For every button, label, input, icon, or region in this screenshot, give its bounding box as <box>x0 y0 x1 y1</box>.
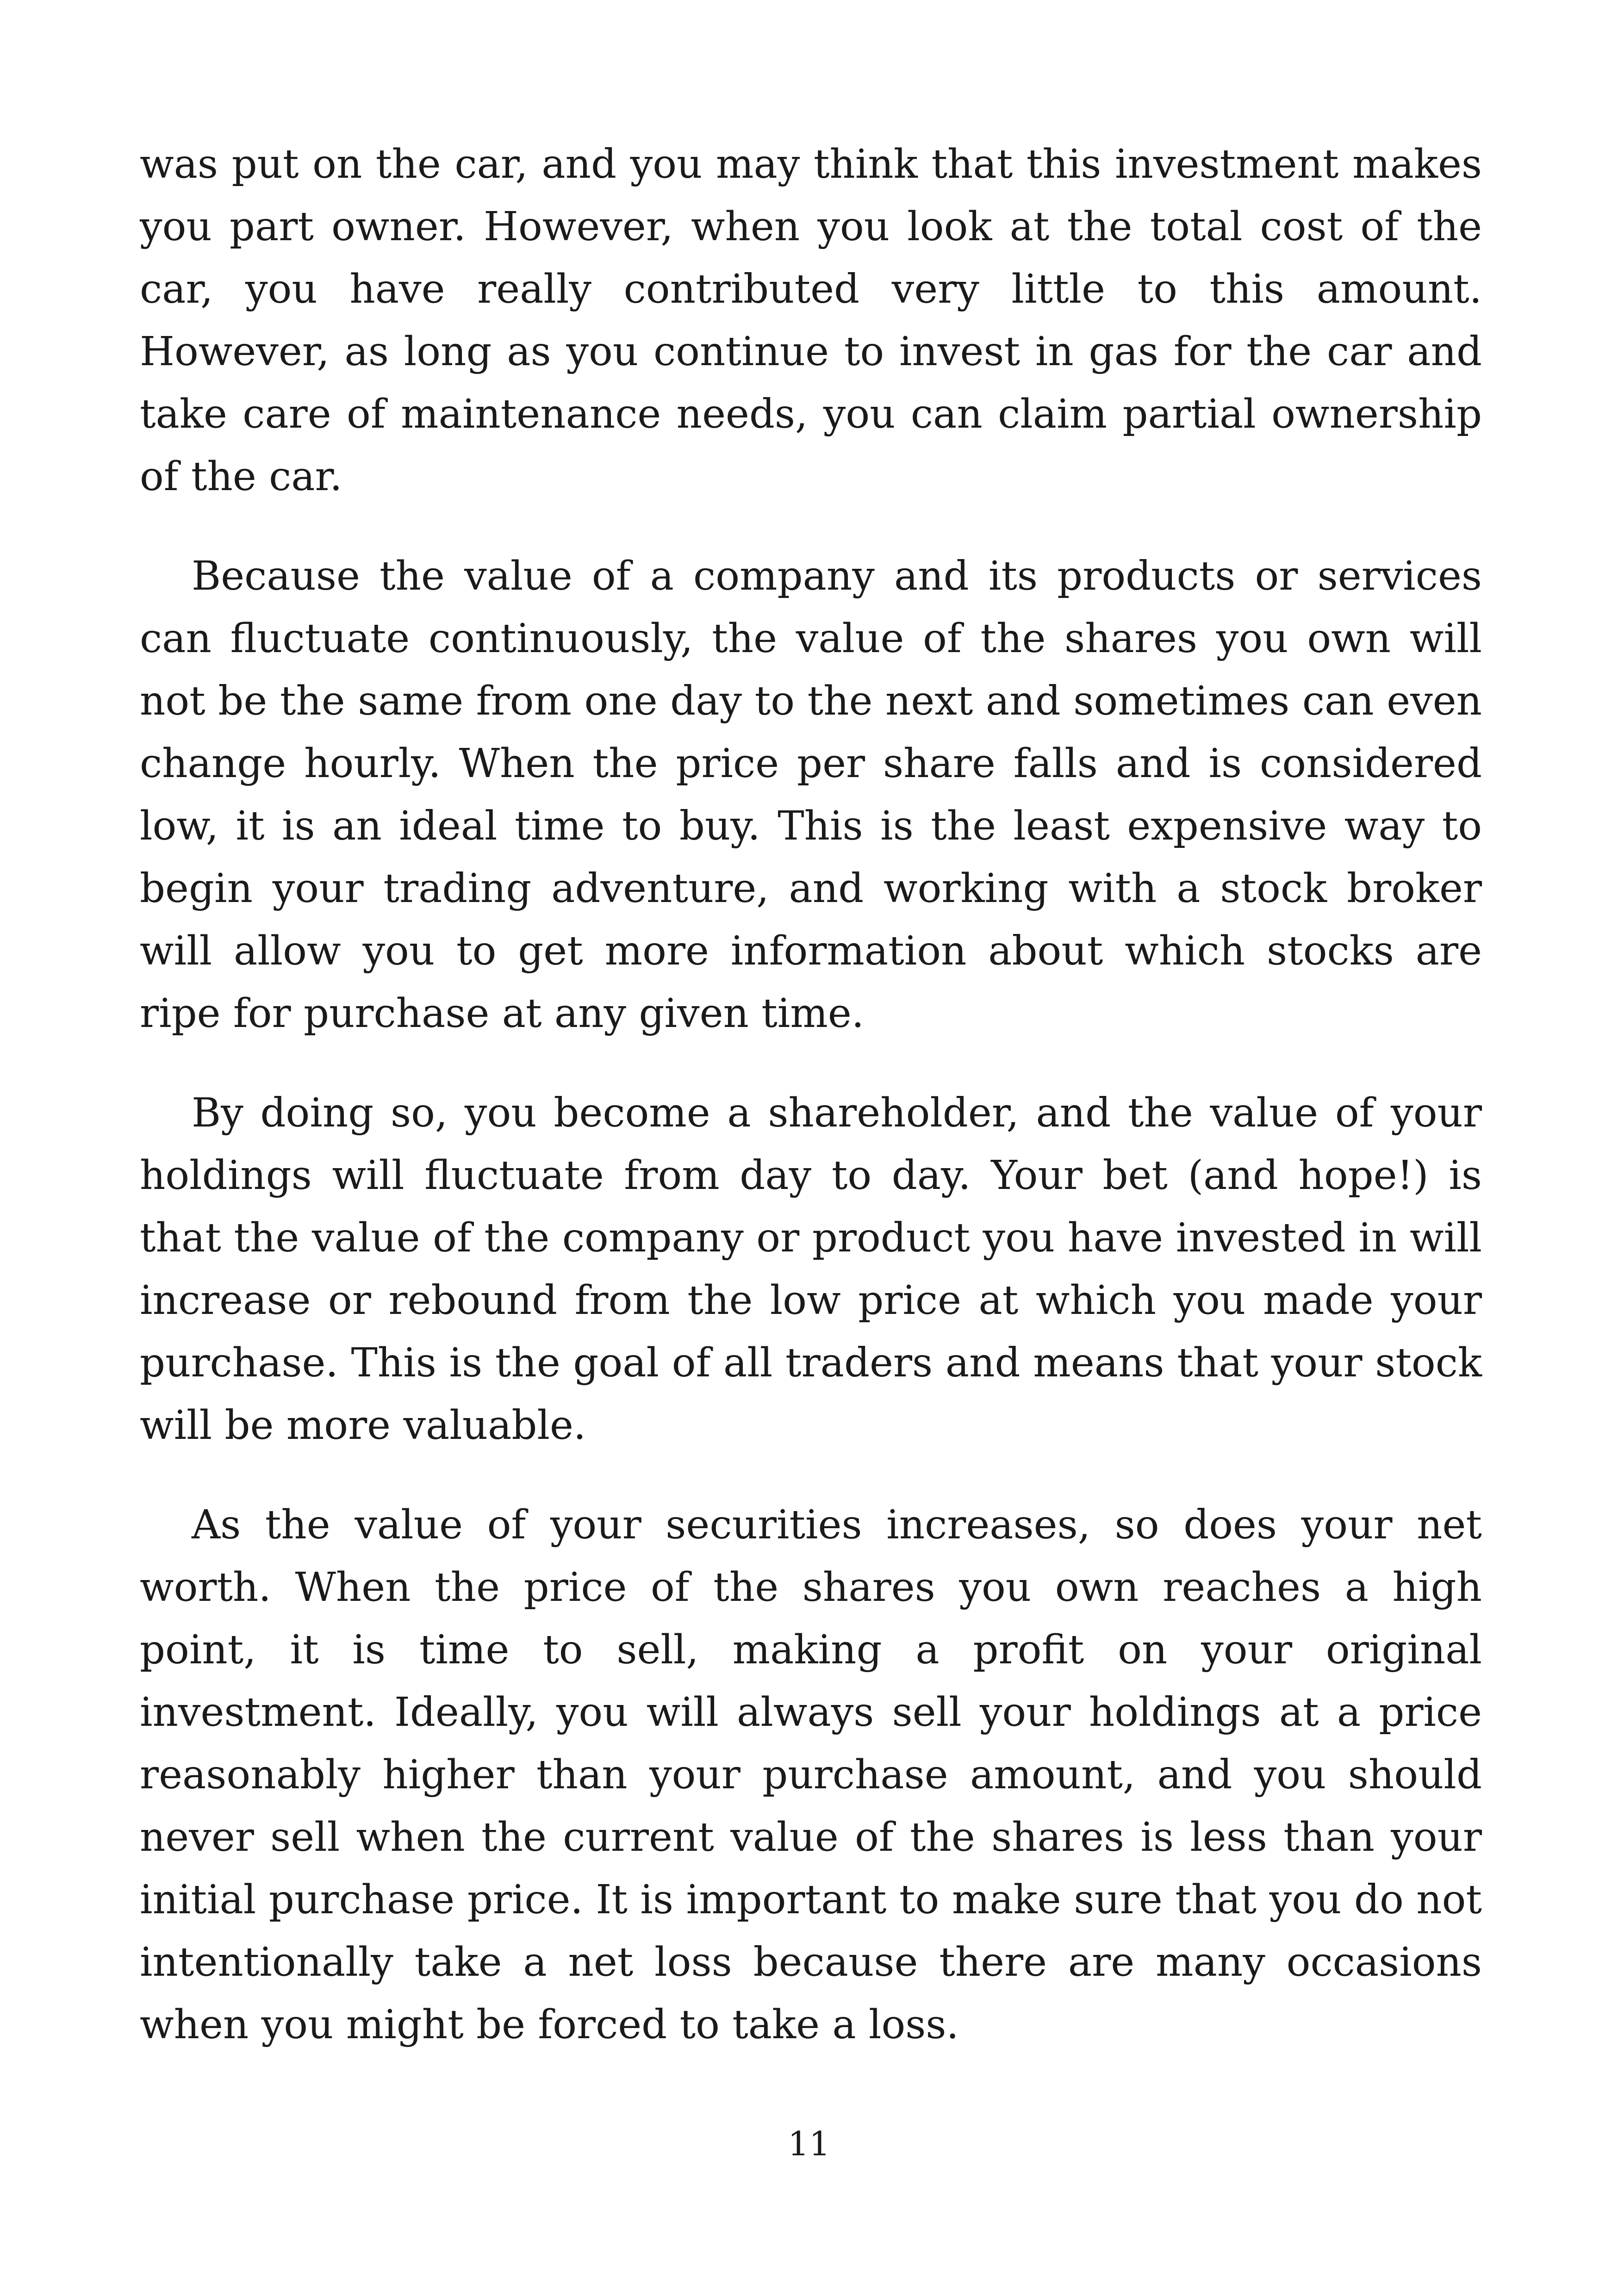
paragraph-continuation: was put on the car, and you may think that this investment makes you part owner. However, when you look at the total cost of the car, you have really contributed very little to this amount. However, as long as you continue to invest in gas for the car and take care of maintenance needs, you can claim partial ownership of the car. <box>140 141 1482 500</box>
page-number: 11 <box>788 2124 830 2163</box>
paragraph-share-value: Because the value of a company and its products or services can fluctuate continuously, the value of the shares you own will not be the same from one day to the next and sometimes can even change hourly. When the price per share falls and is considered low, it is an ideal time to buy. This is the least expensive way to begin your trading adventure, and working with a stock broker will allow you to get more information about which stocks are ripe for purchase at any given time. <box>140 553 1482 1037</box>
paragraph-shareholder: By doing so, you become a shareholder, and the value of your holdings will fluctuate from day to day. Your bet (and hope!) is that the value of the company or product you have invested in will increase or rebound from the low price at which you made your purchase. This is the goal of all traders and means that your stock will be more valuable. <box>140 1090 1482 1449</box>
paragraph-selling: As the value of your securities increases, so does your net worth. When the price of the shares you own reaches a high point, it is time to sell, making a profit on your original investment. Ideally, you will always sell your holdings at a price reasonably higher than your purchase amount, and you should never sell when the current value of the shares is less than your initial purchase price. It is important to make sure that you do not intentionally take a net loss because there are many occasions when you might be forced to take a loss. <box>140 1502 1482 2048</box>
body-text <box>140 133 1482 2093</box>
